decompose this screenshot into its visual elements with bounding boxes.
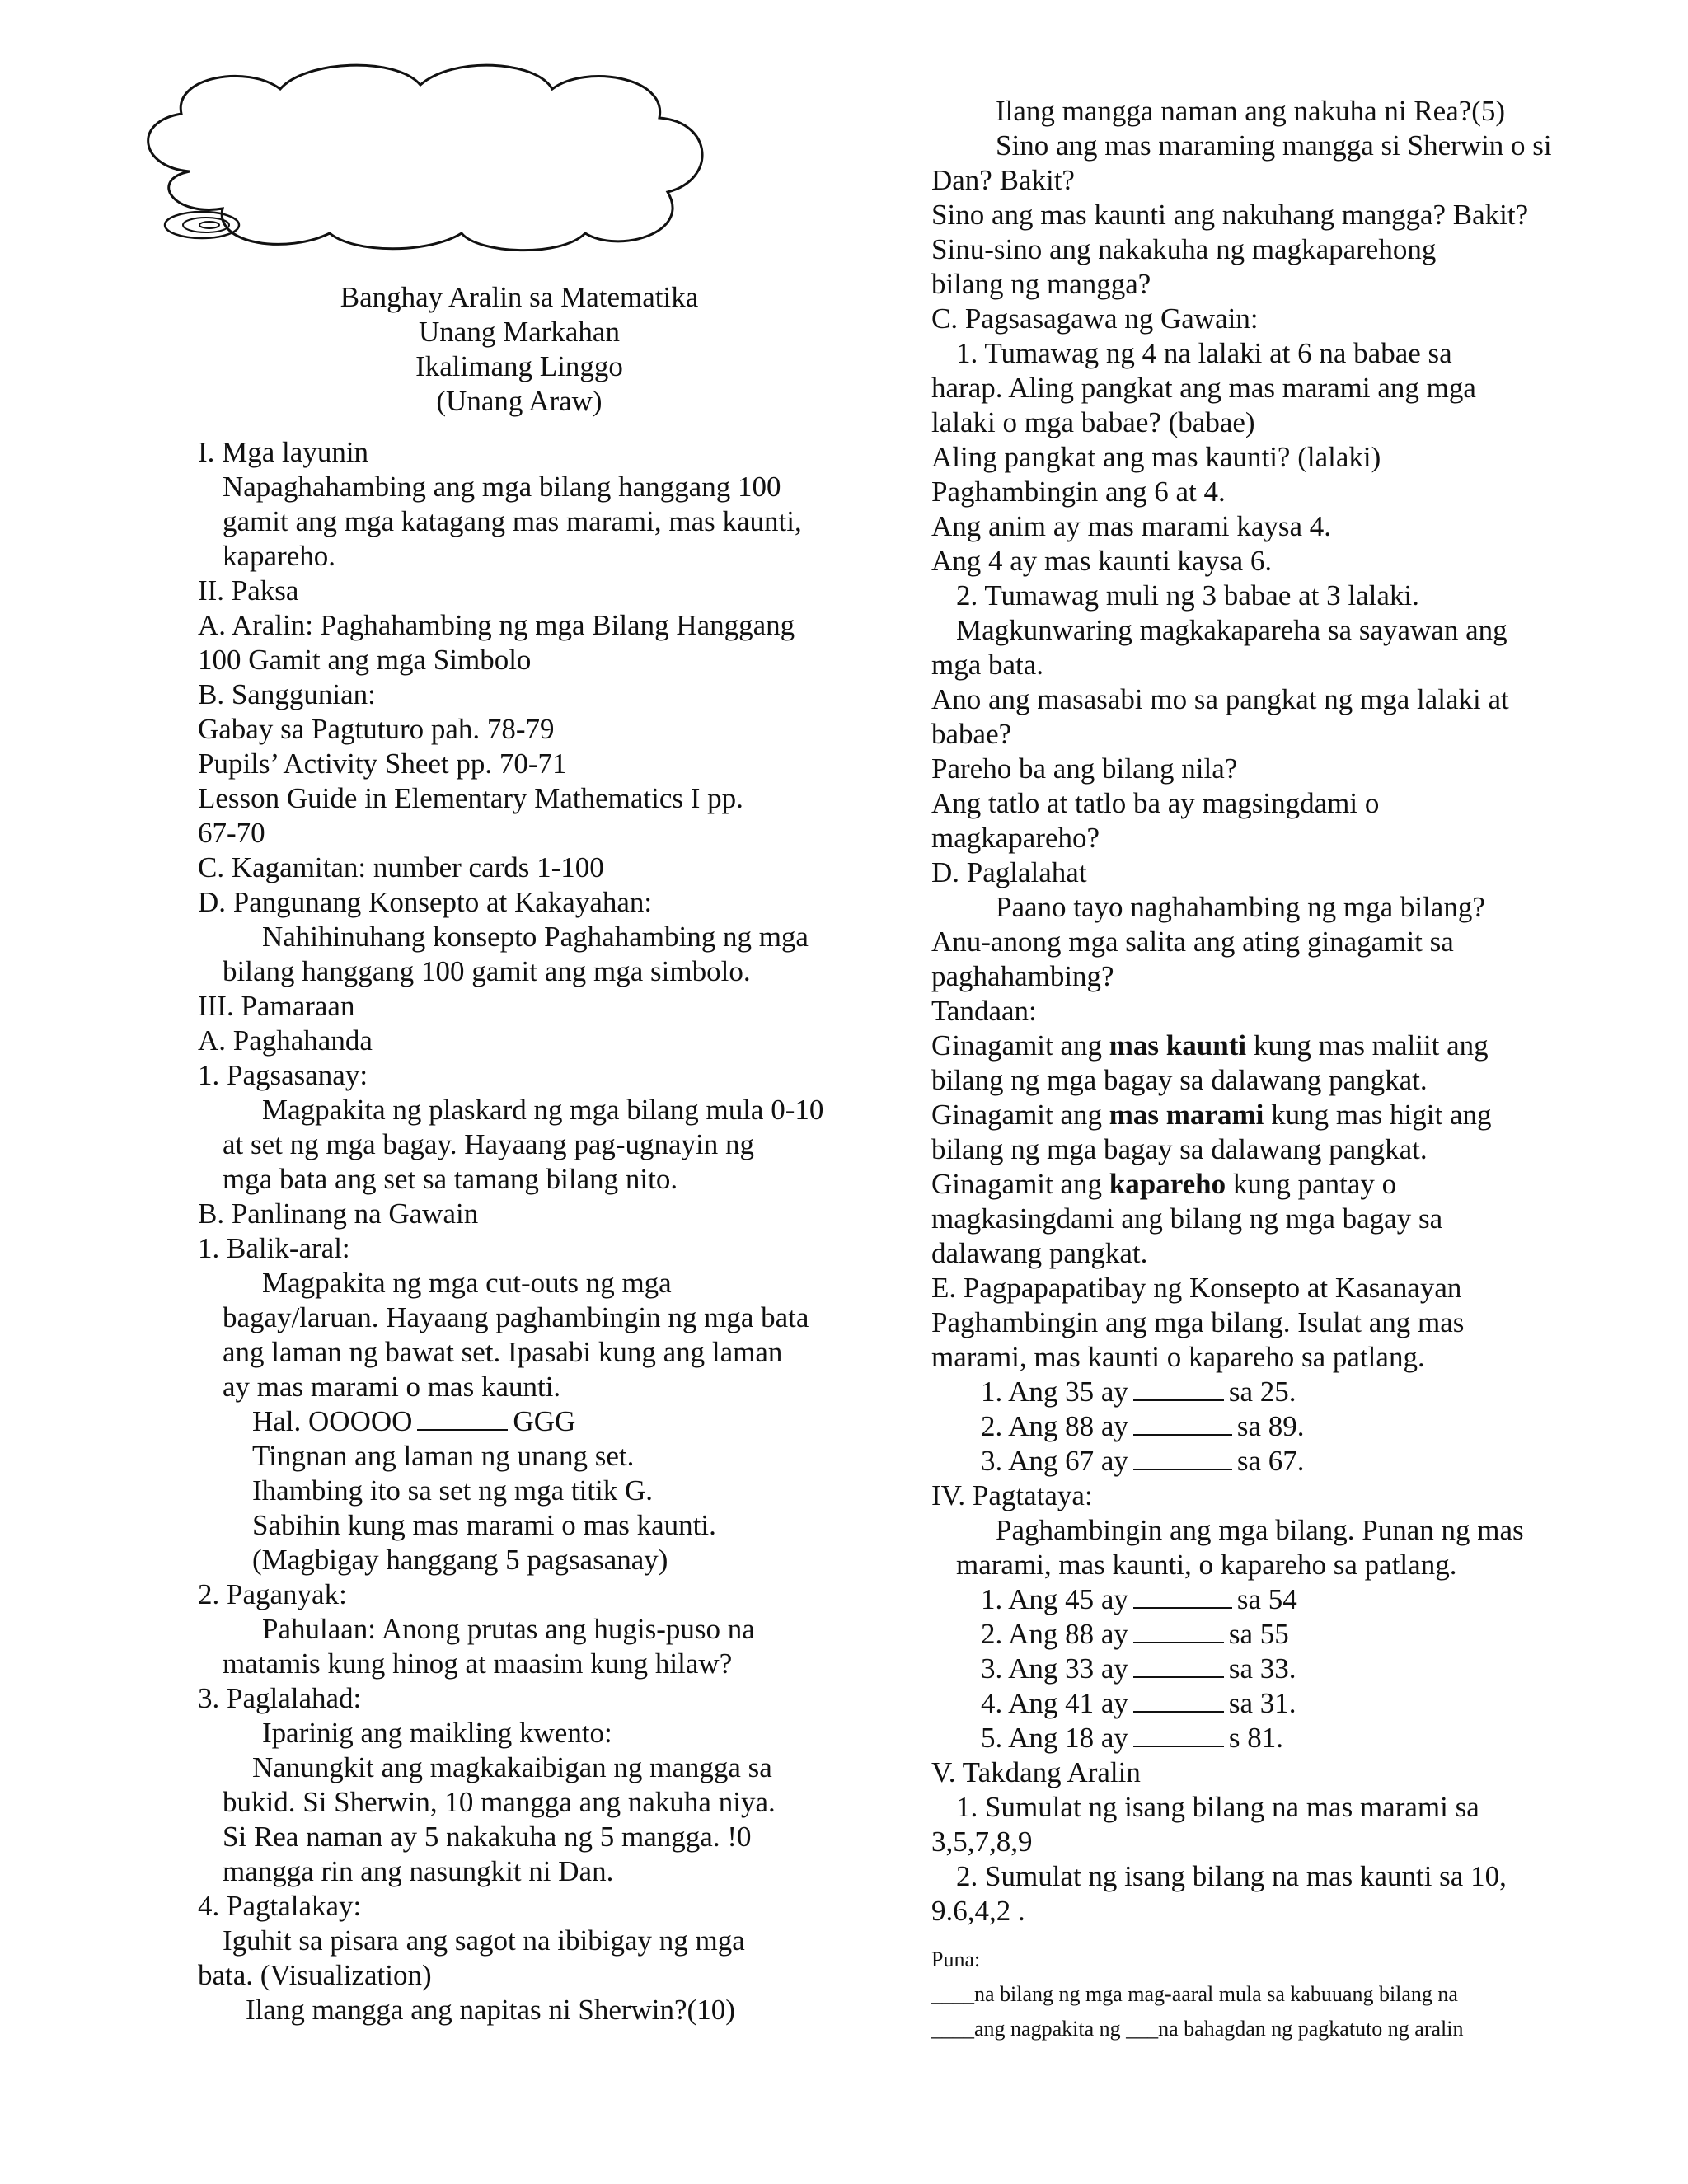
- text-line: 2. Sumulat ng isang bilang na mas kaunti sa 10,: [956, 1860, 1507, 1892]
- answer-blank: [1133, 1652, 1224, 1678]
- text-line: Sino ang mas kaunti ang nakuhang mangga? Bakit?: [931, 199, 1529, 231]
- text-line: 2. Paganyak:: [198, 1578, 347, 1610]
- text-line: 2. Tumawag muli ng 3 babae at 3 lalaki.: [956, 579, 1419, 612]
- text-line: 4. Pagtalakay:: [198, 1890, 362, 1922]
- title-line: (Unang Araw): [436, 385, 603, 417]
- text-line: mga bata.: [931, 649, 1044, 681]
- text-line: 67-70: [198, 817, 265, 849]
- section-heading: III. Pamaraan: [198, 990, 355, 1022]
- assessment-item: 3. Ang 33 ay sa 33.: [981, 1652, 1296, 1685]
- text-line: babae?: [931, 718, 1012, 750]
- assessment-item: 1. Ang 45 ay sa 54: [981, 1583, 1297, 1615]
- text-line: Paghambingin ang 6 at 4.: [931, 476, 1226, 508]
- text-line: Sabihin kung mas marami o mas kaunti.: [252, 1509, 716, 1541]
- text-line: harap. Aling pangkat ang mas marami ang mga: [931, 372, 1476, 404]
- text-line: Napaghahambing ang mga bilang hanggang 100: [223, 471, 781, 503]
- text-line: ay mas marami o mas kaunti.: [223, 1371, 561, 1403]
- text-line: Ilang mangga naman ang nakuha ni Rea?(5): [996, 95, 1506, 127]
- bold-term: mas kaunti: [1109, 1029, 1247, 1062]
- text-line: 9.6,4,2 .: [931, 1895, 1025, 1927]
- text-line: Tingnan ang laman ng unang set.: [252, 1440, 635, 1472]
- title-line: Banghay Aralin sa Matematika: [340, 281, 699, 313]
- text-line: Lesson Guide in Elementary Mathematics I pp.: [198, 782, 743, 814]
- remarks-heading: Puna:: [931, 1947, 981, 1971]
- left-column: [198, 280, 874, 2027]
- text-line: Tandaan:: [931, 995, 1037, 1027]
- text-line: Gabay sa Pagtuturo pah. 78-79: [198, 713, 555, 745]
- answer-blank: [1133, 1582, 1232, 1609]
- text-line: Ang tatlo at tatlo ba ay magsingdami o: [931, 787, 1380, 819]
- tandaan-line-3: Ginagamit ang kapareho kung pantay o: [931, 1168, 1397, 1200]
- text-line: Nanungkit ang magkakaibigan ng mangga sa: [252, 1751, 772, 1783]
- right-column: [931, 94, 1615, 2049]
- text-line: bagay/laruan. Hayaang paghambingin ng mga bata: [223, 1301, 809, 1333]
- exercise-item: 3. Ang 67 ay sa 67.: [981, 1445, 1305, 1477]
- answer-blank: [1133, 1409, 1232, 1436]
- answer-blank: [1133, 1721, 1224, 1747]
- text-line: bilang ng mga bagay sa dalawang pangkat.: [931, 1064, 1428, 1096]
- text-line: Magkunwaring magkakapareha sa sayawan ang: [956, 614, 1507, 646]
- text-line: A. Aralin: Paghahambing ng mga Bilang Hanggang: [198, 609, 795, 641]
- section-heading: I. Mga layunin: [198, 436, 369, 468]
- text-line: Ilang mangga ang napitas ni Sherwin?(10): [246, 1994, 735, 2026]
- text-line: lalaki o mga babae? (babae): [931, 406, 1255, 438]
- text-line: 1. Tumawag ng 4 na lalaki at 6 na babae sa: [956, 337, 1452, 369]
- title-line: Ikalimang Linggo: [415, 350, 623, 382]
- text-line: dalawang pangkat.: [931, 1237, 1148, 1269]
- text-line: C. Kagamitan: number cards 1-100: [198, 851, 604, 883]
- answer-blank: [417, 1404, 508, 1431]
- text-line: Sino ang mas maraming mangga si Sherwin o si: [996, 129, 1552, 162]
- text-line: Ano ang masasabi mo sa pangkat ng mga lalaki at: [931, 683, 1509, 715]
- bold-term: kapareho: [1109, 1168, 1226, 1200]
- text-line: 1. Sumulat ng isang bilang na mas marami sa: [956, 1791, 1479, 1823]
- text-line: B. Sanggunian:: [198, 678, 376, 710]
- tandaan-line-1: Ginagamit ang mas kaunti kung mas maliit ang: [931, 1029, 1489, 1062]
- text-line: Pupils’ Activity Sheet pp. 70-71: [198, 748, 567, 780]
- text-line: (Magbigay hanggang 5 pagsasanay): [252, 1544, 668, 1576]
- text-line: 100 Gamit ang mga Simbolo: [198, 644, 532, 676]
- text-line: Paghambingin ang mga bilang. Punan ng mas: [996, 1514, 1524, 1546]
- spacer: [931, 1929, 1615, 1945]
- text-line: mga bata ang set sa tamang bilang nito.: [223, 1163, 678, 1195]
- remarks-line: ____ang nagpakita ng ___na bahagdan ng pagkatuto ng aralin: [931, 2017, 1464, 2041]
- text-line: Dan? Bakit?: [931, 164, 1075, 196]
- text-line: Pareho ba ang bilang nila?: [931, 752, 1238, 785]
- text-line: Ang 4 ay mas kaunti kaysa 6.: [931, 545, 1273, 577]
- text-line: bilang ng mangga?: [931, 268, 1151, 300]
- example-letters-o: Hal. OOOOO: [252, 1405, 413, 1437]
- section-heading: V. Takdang Aralin: [931, 1756, 1141, 1788]
- text-line: mangga rin ang nasungkit ni Dan.: [223, 1855, 614, 1887]
- section-heading: II. Paksa: [198, 574, 299, 607]
- text-line: magkapareho?: [931, 822, 1100, 854]
- exercise-item: 2. Ang 88 ay sa 89.: [981, 1410, 1305, 1442]
- text-line: Aling pangkat ang mas kaunti? (lalaki): [931, 441, 1381, 473]
- text-line: Ihambing ito sa set ng mga titik G.: [252, 1474, 654, 1507]
- text-line: 1. Balik-aral:: [198, 1232, 350, 1264]
- assessment-item: 4. Ang 41 ay sa 31.: [981, 1687, 1296, 1719]
- example-letters-g: GGG: [513, 1405, 576, 1437]
- text-line: paghahambing?: [931, 960, 1114, 992]
- text-line: Nahihinuhang konsepto Paghahambing ng mga: [262, 921, 809, 953]
- example-line: [198, 1404, 874, 1439]
- text-line: Sinu-sino ang nakakuha ng magkaparehong: [931, 233, 1437, 265]
- text-line: Paano tayo naghahambing ng mga bilang?: [996, 891, 1485, 923]
- text-line: bilang hanggang 100 gamit ang mga simbolo.: [223, 955, 751, 987]
- text-line: at set ng mga bagay. Hayaang pag-ugnayin ng: [223, 1128, 755, 1160]
- text-line: 3. Paglalahad:: [198, 1682, 362, 1714]
- section-heading: E. Pagpapapatibay ng Konsepto at Kasanayan: [931, 1272, 1462, 1304]
- text-line: B. Panlinang na Gawain: [198, 1197, 479, 1230]
- text-line: kapareho.: [223, 540, 336, 572]
- text-line: Ang anim ay mas marami kaysa 4.: [931, 510, 1332, 542]
- tandaan-line-2: Ginagamit ang mas marami kung mas higit ang: [931, 1099, 1492, 1131]
- text-line: Iparinig ang maikling kwento:: [262, 1717, 612, 1749]
- section-heading: C. Pagsasagawa ng Gawain:: [931, 302, 1259, 335]
- text-line: Pahulaan: Anong prutas ang hugis-puso na: [262, 1613, 755, 1645]
- cloud-drawing: [124, 56, 717, 254]
- text-line: magkasingdami ang bilang ng mga bagay sa: [931, 1202, 1443, 1235]
- answer-blank: [1133, 1686, 1224, 1713]
- text-line: matamis kung hinog at maasim kung hilaw?: [223, 1647, 733, 1680]
- text-line: Si Rea naman ay 5 nakakuha ng 5 mangga. !0: [223, 1821, 752, 1853]
- assessment-item: 5. Ang 18 ay s 81.: [981, 1722, 1284, 1754]
- text-line: 3,5,7,8,9: [931, 1825, 1033, 1858]
- text-line: marami, mas kaunti, o kapareho sa patlang.: [956, 1549, 1457, 1581]
- answer-blank: [1133, 1617, 1224, 1643]
- assessment-item: 2. Ang 88 ay sa 55: [981, 1618, 1289, 1650]
- text-line: gamit ang mga katagang mas marami, mas kaunti,: [223, 505, 802, 537]
- text-line: Iguhit sa pisara ang sagot na ibibigay ng mga: [223, 1924, 745, 1957]
- text-line: Magpakita ng plaskard ng mga bilang mula 0-10: [262, 1094, 824, 1126]
- remarks-line: ____na bilang ng mga mag-aaral mula sa kabuuang bilang na: [931, 1982, 1458, 2006]
- text-line: A. Paghahanda: [198, 1024, 373, 1057]
- section-heading: D. Paglalahat: [931, 856, 1087, 888]
- text-line: ang laman ng bawat set. Ipasabi kung ang laman: [223, 1336, 783, 1368]
- answer-blank: [1133, 1444, 1232, 1470]
- text-line: bukid. Si Sherwin, 10 mangga ang nakuha niya.: [223, 1786, 776, 1818]
- bold-term: mas marami: [1109, 1099, 1264, 1131]
- text-line: bata. (Visualization): [198, 1959, 432, 1991]
- text-line: bilang ng mga bagay sa dalawang pangkat.: [931, 1133, 1428, 1165]
- text-line: Magpakita ng mga cut-outs ng mga: [262, 1267, 672, 1299]
- section-heading: IV. Pagtataya:: [931, 1479, 1093, 1511]
- text-line: marami, mas kaunti o kapareho sa patlang.: [931, 1341, 1425, 1373]
- title-line: Unang Markahan: [419, 316, 620, 348]
- lesson-title-block: [264, 280, 775, 419]
- text-line: Anu-anong mga salita ang ating ginagamit sa: [931, 926, 1454, 958]
- answer-blank: [1133, 1375, 1224, 1401]
- text-line: D. Pangunang Konsepto at Kakayahan:: [198, 886, 653, 918]
- exercise-item: 1. Ang 35 ay sa 25.: [981, 1376, 1296, 1408]
- text-line: Paghambingin ang mga bilang. Isulat ang mas: [931, 1306, 1465, 1338]
- text-line: 1. Pagsasanay:: [198, 1059, 368, 1091]
